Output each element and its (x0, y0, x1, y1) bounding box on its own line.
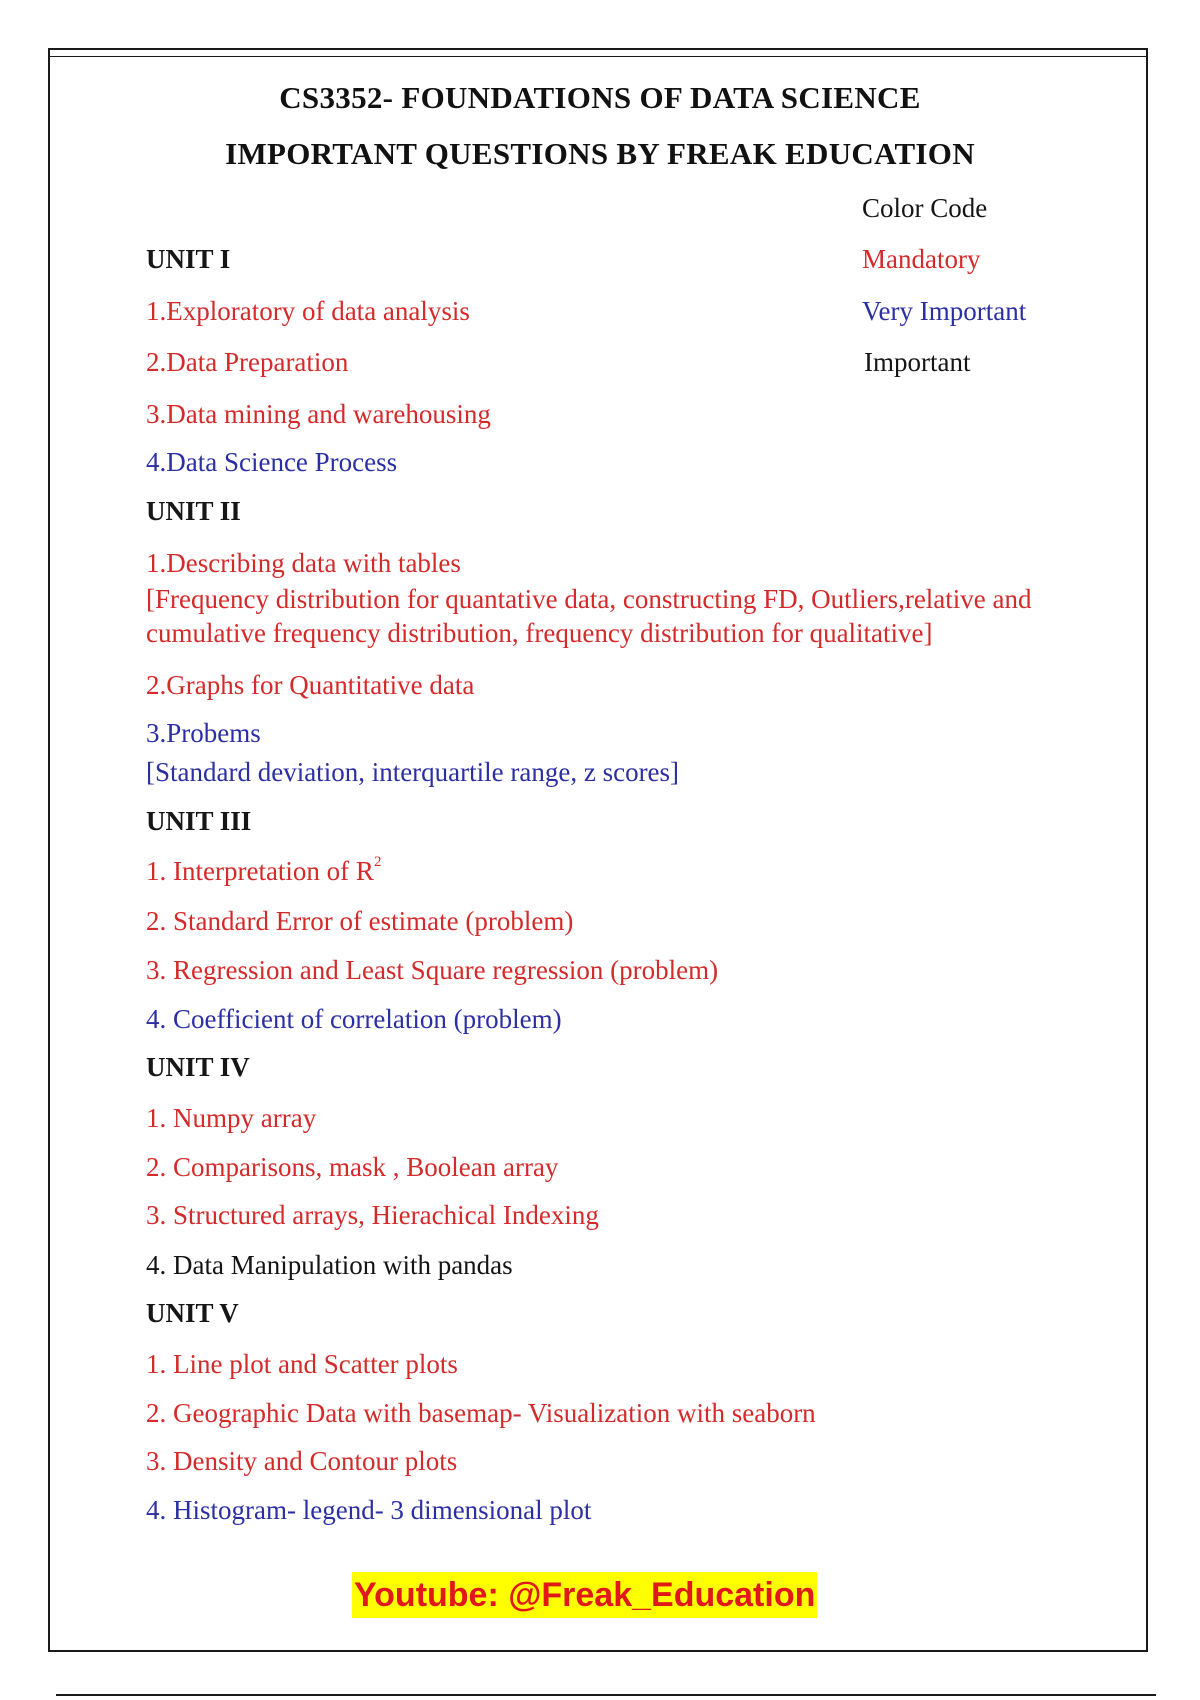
document-subtitle: IMPORTANT QUESTIONS BY FREAK EDUCATION (225, 136, 975, 171)
list-item: 4. Data Manipulation with pandas (146, 1250, 513, 1280)
document-title: CS3352- FOUNDATIONS OF DATA SCIENCE (279, 80, 921, 115)
unit-heading: UNIT V (146, 1298, 239, 1328)
list-item: 2.Graphs for Quantitative data (146, 670, 475, 700)
unit-heading: UNIT III (146, 806, 252, 836)
superscript: 2 (373, 854, 382, 870)
list-item: 2. Standard Error of estimate (problem) (146, 906, 574, 936)
legend-very-important: Very Important (862, 296, 1027, 326)
list-item: 4. Coefficient of correlation (problem) (146, 1004, 562, 1034)
color-code-heading: Color Code (862, 193, 988, 223)
list-item: 1. Numpy array (146, 1103, 317, 1133)
list-item (146, 856, 381, 887)
list-item: 3.Data mining and warehousing (146, 399, 491, 429)
list-item: 1.Exploratory of data analysis (146, 296, 470, 326)
youtube-banner: Youtube: @Freak_Education (352, 1572, 817, 1618)
unit-heading: UNIT I (146, 244, 231, 274)
list-item: 4. Histogram- legend- 3 dimensional plot (146, 1495, 592, 1525)
list-item: 3. Regression and Least Square regression (problem) (146, 955, 719, 985)
list-item: 2.Data Preparation (146, 347, 349, 377)
list-item-note: [Standard deviation, interquartile range, z scores] (146, 757, 680, 787)
bottom-divider (56, 1694, 1156, 1696)
unit-heading: UNIT II (146, 496, 241, 526)
list-item: 1. Line plot and Scatter plots (146, 1349, 458, 1379)
legend-important: Important (864, 347, 971, 377)
list-item: 2. Geographic Data with basemap- Visualization with seaborn (146, 1398, 816, 1428)
list-item-text: 1. Interpretation of R (146, 856, 374, 886)
list-item: 3. Density and Contour plots (146, 1446, 458, 1476)
border-inner-rule (48, 56, 1148, 57)
list-item: 3. Structured arrays, Hierachical Indexing (146, 1200, 599, 1230)
list-item: 2. Comparisons, mask , Boolean array (146, 1152, 559, 1182)
legend-mandatory: Mandatory (862, 244, 981, 274)
unit-heading: UNIT IV (146, 1052, 250, 1082)
list-item: 3.Probems (146, 718, 261, 748)
list-item: 1.Describing data with tables (146, 548, 461, 578)
list-item-note: [Frequency distribution for quantative data, constructing FD, Outliers,relative and cumulative frequency distribution, frequency distribution for qualitative] (146, 584, 1032, 648)
list-item: 4.Data Science Process (146, 447, 398, 477)
